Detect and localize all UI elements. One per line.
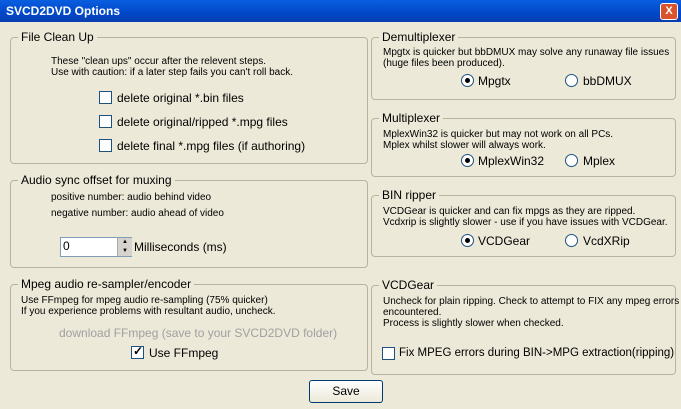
mux-desc1: MplexWin32 is quicker but may not work on all PCs. (383, 129, 614, 140)
vcdgear-desc2: encountered. (383, 307, 442, 318)
delete-bin-label: delete original *.bin files (117, 91, 244, 105)
offset-input[interactable] (61, 238, 117, 254)
spin-down-icon[interactable]: ▼ (117, 247, 132, 256)
audio-sync-label: Audio sync offset for muxing (18, 173, 175, 187)
use-ffmpeg-label: Use FFmpeg (149, 346, 219, 360)
vcdgear-radio[interactable] (461, 234, 474, 247)
bbdmux-radio[interactable] (565, 74, 578, 87)
vcdgear-group-label: VCDGear (379, 278, 437, 292)
demux-desc1: Mpgtx is quicker but bbDMUX may solve any runaway file issues (383, 47, 670, 58)
vcdxrip-label: VcdXRip (583, 234, 630, 248)
title-bar (0, 0, 681, 22)
bbdmux-label: bbDMUX (583, 74, 632, 88)
demux-label: Demultiplexer (379, 30, 458, 44)
mpeg-audio-desc2: If you experience problems with resultant audio, uncheck. (21, 306, 276, 317)
mpeg-audio-desc1: Use FFmpeg for mpeg audio re-sampling (75% quicker) (21, 295, 268, 306)
mpgtx-radio[interactable] (461, 74, 474, 87)
offset-unit-label: Milliseconds (ms) (134, 240, 227, 254)
bin-ripper-label: BIN ripper (379, 188, 439, 202)
delete-final-mpg-checkbox[interactable] (99, 139, 112, 152)
bin-ripper-desc2: Vcdxrip is slightly slower - use if you have issues with VCDGear. (383, 217, 668, 228)
mpgtx-label: Mpgtx (478, 74, 511, 88)
mplexwin32-radio[interactable] (461, 154, 474, 167)
demux-desc2: (huge files been produced). (383, 58, 505, 69)
bin-ripper-desc1: VCDGear is quicker and can fix mpgs as they are ripped. (383, 206, 636, 217)
spin-up-icon[interactable]: ▲ (117, 238, 132, 247)
delete-ripped-mpg-checkbox[interactable] (99, 115, 112, 128)
download-ffmpeg-link[interactable]: download FFmpeg (save to your SVCD2DVD folder) (59, 326, 338, 340)
audio-sync-negative: negative number: audio ahead of video (51, 208, 224, 219)
vcdxrip-radio[interactable] (565, 234, 578, 247)
fix-mpeg-errors-label: Fix MPEG errors during BIN->MPG extraction(ripping) (399, 347, 675, 359)
offset-spinbox[interactable] (60, 237, 132, 257)
file-cleanup-label: File Clean Up (18, 30, 97, 44)
mplexwin32-label: MplexWin32 (478, 154, 545, 168)
fix-mpeg-errors-checkbox[interactable] (382, 347, 395, 360)
mplex-label: Mplex (583, 154, 616, 168)
mux-label: Multiplexer (379, 111, 443, 125)
vcdgear-desc1: Uncheck for plain ripping. Check to attempt to FIX any mpeg errors (383, 296, 680, 307)
delete-final-mpg-label: delete final *.mpg files (if authoring) (117, 139, 306, 153)
window-title: SVCD2DVD Options (6, 4, 121, 18)
vcdgear-label: VCDGear (478, 234, 531, 248)
mplex-radio[interactable] (565, 154, 578, 167)
mpeg-audio-label: Mpeg audio re-sampler/encoder (18, 277, 194, 291)
delete-bin-checkbox[interactable] (99, 91, 112, 104)
vcdgear-desc3: Process is slightly slower when checked. (383, 318, 564, 329)
file-cleanup-desc1: These "clean ups" occur after the relevent steps. (51, 56, 266, 67)
file-cleanup-desc2: Use with caution: if a later step fails you can't roll back. (51, 67, 294, 78)
mux-desc2: Mplex whilst slower will always work. (383, 140, 546, 151)
close-button[interactable]: X (660, 3, 678, 20)
use-ffmpeg-checkbox[interactable] (131, 346, 144, 359)
delete-ripped-mpg-label: delete original/ripped *.mpg files (117, 115, 288, 129)
audio-sync-positive: positive number: audio behind video (51, 192, 212, 203)
spin-arrows[interactable] (117, 238, 131, 256)
save-button[interactable]: Save (309, 380, 383, 403)
